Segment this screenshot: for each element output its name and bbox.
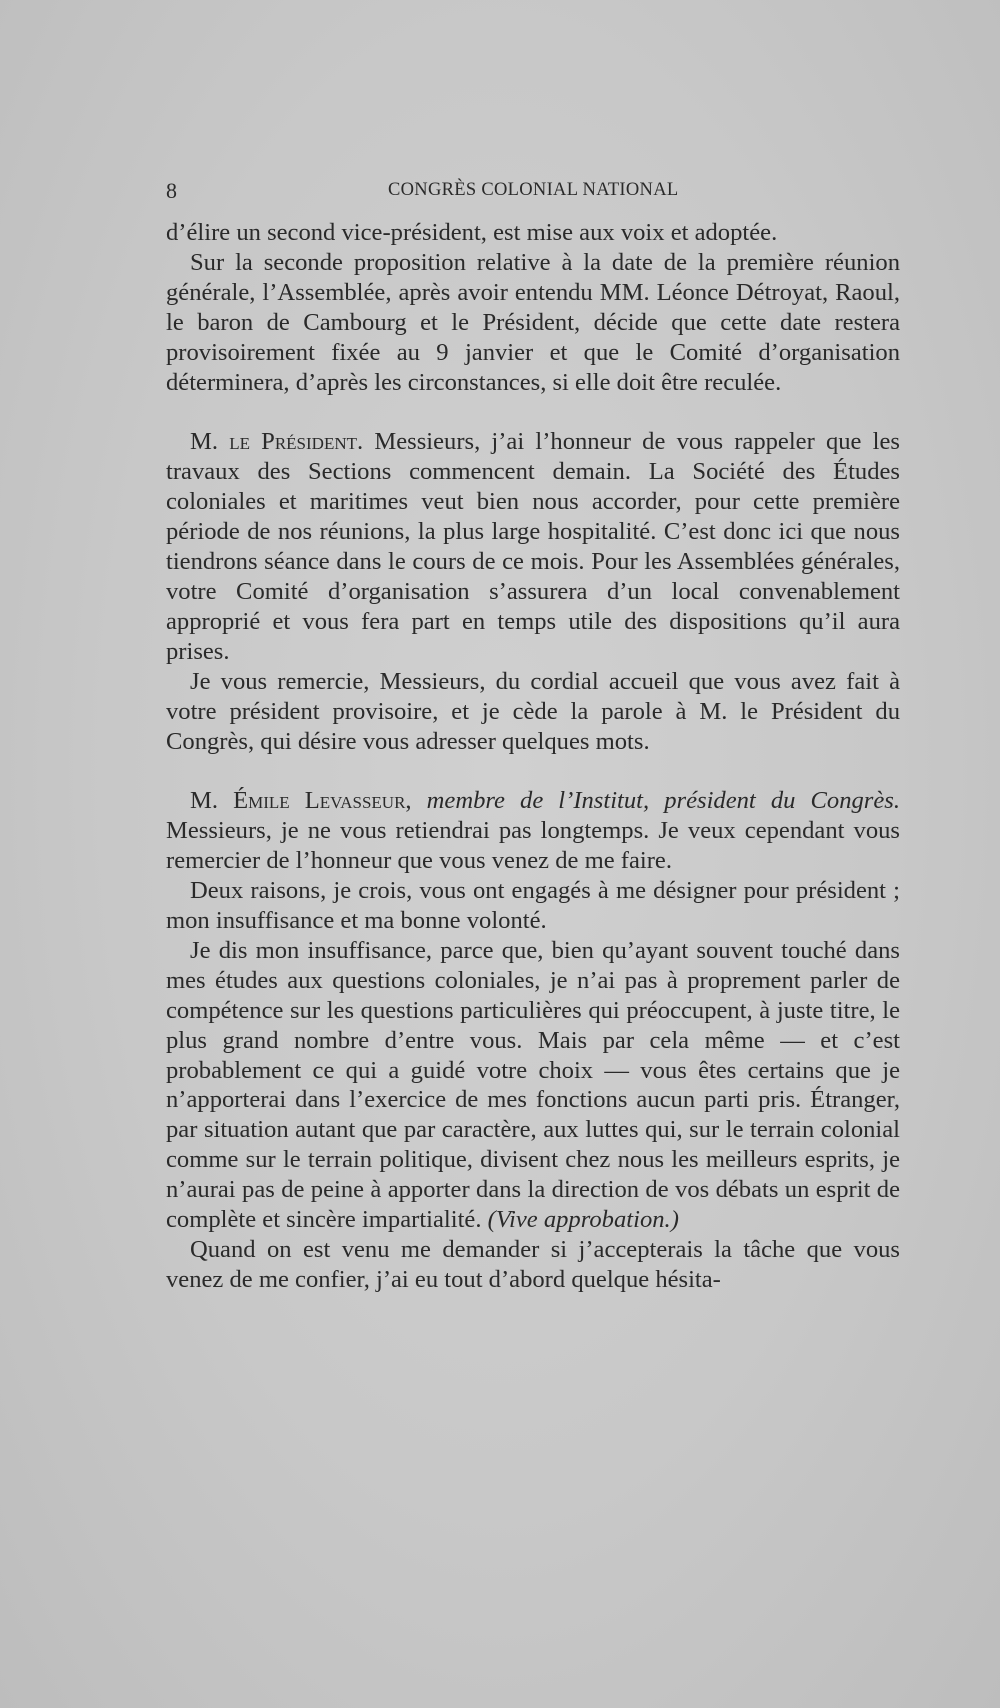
insufficiency-text: Je dis mon insuffisance, parce que, bien qu’ayant souvent touché dans mes études aux questions coloniales, je n’ai pas à proprement parler de compétence sur les questions particulières qui préoccupent, à juste titre, le plus grand nombre d’entre vous. Mais par cela même — et c’est probablement ce qui a guidé votre choix — vous êtes certains que je n’apporterai dans l’exercice de mes fonctions aucun parti pris. Étranger, par situation autant que par caractère, aux luttes qui, sur le terrain colonial comme sur le terrain politique, divisent chez nous les meilleurs esprits, je n’aurai pas de peine à apporter dans la direction de vos débats un esprit de complète et sincère impartialité. [166,936,900,1234]
paragraph-meeting-date: Sur la seconde proposition relative à la date de la première réunion générale, l’Assemblée, après avoir entendu MM. Léonce Détroyat, Raoul, le baron de Cambourg et le Président, décide que cette date restera provisoirement fixée au 9 janvier et que le Comité d’organisation déterminera, d’après les circonstances, si elle doit être reculée. [166,248,900,396]
president-speech-text: Messieurs, j’ai l’honneur de vous rappeler que les travaux des Sections commencent demain. La Société des Études coloniales et maritimes veut bien nous accorder, pour cette première période de nos réunions, la plus large hospitalité. C’est donc ici que nous tiendrons séance dans le cours de ce mois. Pour les Assemblées générales, votre Comité d’organisation s’assurera d’un local convenablement approprié et vous fera part en temps utile des dispositions qu’il aura prises. [166,428,900,665]
speaker-president: M. le Président. [190,428,364,456]
paragraph-insufficiency [166,936,900,1235]
paragraph-president-thanks: Je vous remercie, Messieurs, du cordial accueil que vous avez fait à votre président provisoire, et je cède la parole à M. le Président du Congrès, qui désire vous adresser quelques mots. [166,667,900,755]
paragraph-two-reasons: Deux raisons, je crois, vous ont engagés à me désigner pour président ; mon insuffisance et ma bonne volonté. [166,877,900,935]
levasseur-speech-text: Messieurs, je ne vous retiendrai pas longtemps. Je veux cependant vous remercier de l’honneur que vous venez de me faire. [166,817,900,875]
paragraph-hesitation: Quand on est venu me demander si j’accepterais la tâche que vous venez de me confier, j’ai eu tout d’abord quelque hésita- [166,1236,900,1293]
paragraph-president-speech [166,427,900,666]
page-number: 8 [166,178,178,203]
body-text [166,218,900,1295]
paragraph-vote-result: d’élire un second vice-président, est mise aux voix et adoptée. [166,219,778,246]
paragraph-levasseur-speech [166,786,900,876]
applause-note: (Vive approbation.) [487,1206,679,1234]
speaker-levasseur: M. Émile Levasseur, [190,787,412,815]
running-title: CONGRÈS COLONIAL NATIONAL [388,180,679,200]
page-header [166,178,686,204]
speaker-role: membre de l’Institut, président du Congrès. [426,787,900,815]
